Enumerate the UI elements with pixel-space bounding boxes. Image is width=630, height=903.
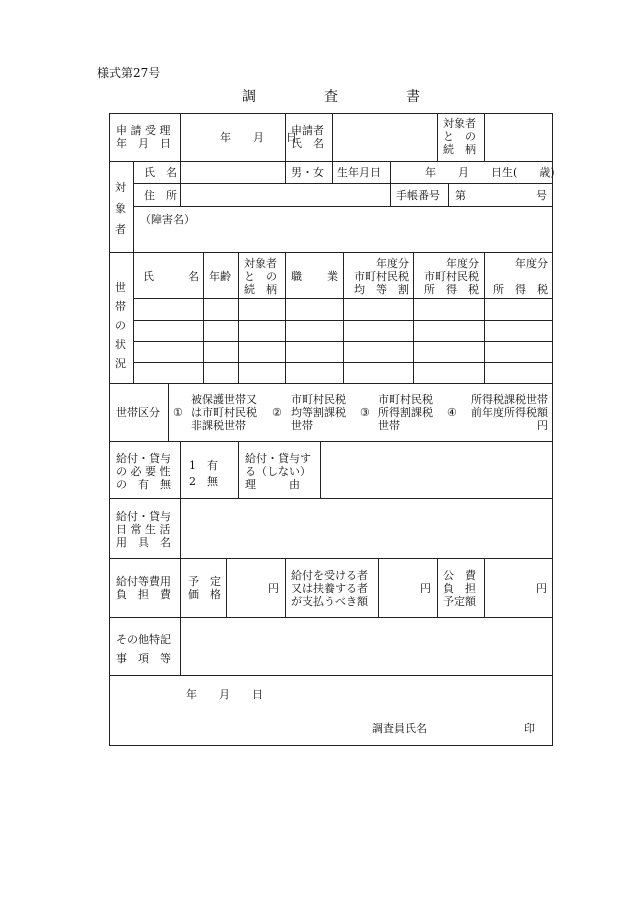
necessity-options: 1 有 2 無 [189,459,218,488]
planned-price-label: 予 定 価 格 [188,575,221,601]
household-age-header: 年齢 [209,270,231,283]
birthdate-label: 生年月日 [337,166,381,179]
applicant-name-label: 申請者 氏 名 [291,124,324,150]
goods-name-label: 給付・貸与 日 常 生 活 用 具 名 [116,510,171,549]
public-burden-yen: 円 [536,582,547,595]
seal-mark: 印 [524,722,535,735]
subject-section-label: 対 象 者 [115,181,126,236]
planned-price-yen: 円 [268,582,279,595]
household-name-header-2: 名 [188,270,199,283]
relation-label: 対象者 と の 続 柄 [443,117,476,156]
handbook-number-unit: 号 [536,189,547,202]
household-category-label: 世帯区分 [116,406,160,419]
application-date-value: 年 月 日 [220,131,297,144]
disability-name-label: （障害名） [140,213,195,226]
reason-label: 給付・貸与す る（しない） 理 由 [245,452,311,491]
household-col7-header: 年度分 所 得 税 [493,257,548,296]
household-name-header-1: 氏 [143,270,154,283]
payer-amount-yen: 円 [420,582,431,595]
public-burden-label: 公 費 負 担 予定額 [443,569,476,608]
title-char-3: 書 [406,89,420,105]
household-col5-header: 年度分 市町村民税 均 等 割 [354,257,409,296]
handbook-number-prefix: 第 [455,189,466,202]
category-option-2-mark: ② [272,406,282,419]
footer-date: 年 月 日 [186,688,263,701]
handbook-number-label: 手帳番号 [396,189,440,202]
category-option-3: 市町村民税 所得割課税 世帯 [378,393,433,432]
subject-name-label: 氏 名 [144,166,177,179]
payer-amount-label: 給付を受ける者 又は扶養する者 が支払うべき額 [291,569,368,608]
cost-burden-label: 給付等費用 負 担 費 [116,575,171,601]
birthdate-value: 年 月 日生( 歳) [425,166,555,179]
address-label: 住 所 [144,189,177,202]
category-option-2: 市町村民税 均等割課税 世帯 [291,393,346,432]
category-option-1: 被保護世帯又 は市町村民税 非課税世帯 [191,393,257,432]
application-date-label: 申 請 受 理 年 月 日 [116,124,171,150]
title-char-1: 調 [242,89,256,105]
investigator-name-label: 調査員氏名 [372,722,427,735]
household-section-label: 世 帯 の 状 況 [115,281,126,370]
household-relation-header: 対象者 と の 続 柄 [244,257,277,296]
title-char-2: 査 [324,89,338,105]
necessity-label: 給付・貸与 の 必 要 性 の 有 無 [116,452,171,491]
household-occupation-header-2: 業 [327,270,338,283]
remarks-label: その他特記 事 項 等 [116,633,171,665]
category-option-4: 所得税課税世帯 前年度所得税額 円 [471,393,548,432]
household-occupation-header-1: 職 [291,270,302,283]
category-option-1-mark: ① [173,406,183,419]
sex-options: 男・女 [291,166,324,179]
category-option-4-mark: ④ [447,406,457,419]
form-number: 様式第27号 [97,66,161,80]
household-col6-header: 年度分 市町村民税 所 得 税 [424,257,479,296]
category-option-3-mark: ③ [360,406,370,419]
